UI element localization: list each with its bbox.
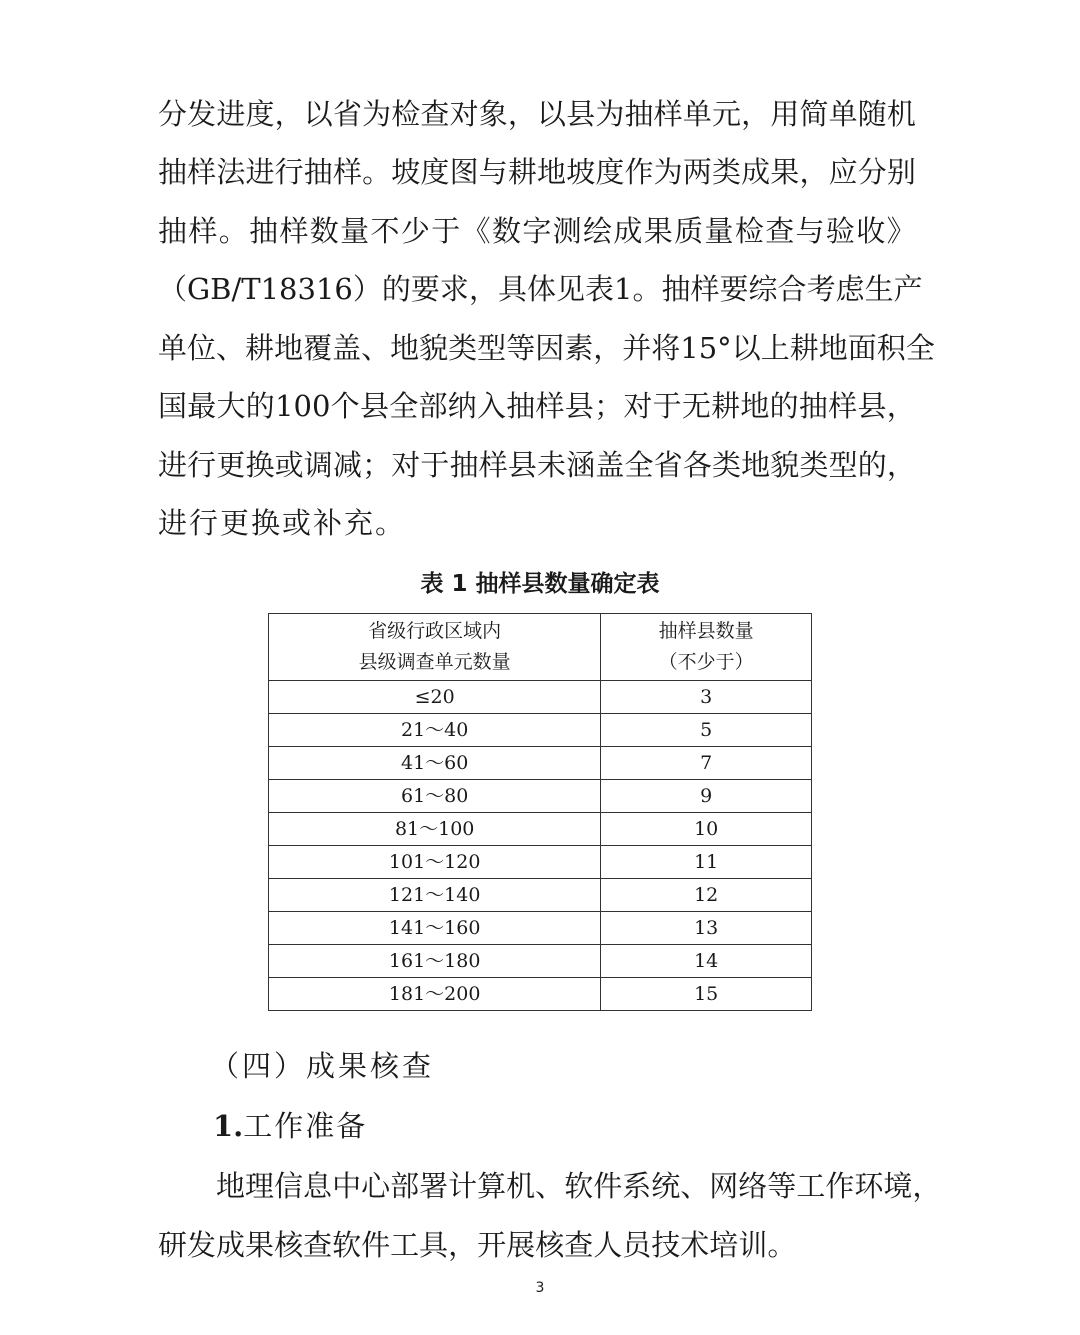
paragraph-line: （ GB/T 18316 ） 的 要 求 ， 具 体 见 表 1 。 抽 样 要 综 合 考 虑 生 产 <box>158 272 923 306</box>
table-header-row <box>269 614 812 681</box>
count-cell: 13 <box>601 912 812 945</box>
paragraph-line: 抽 样 。 抽 样 数 量 不 少 于 《 数 字 测 绘 成 果 质 量 检 查 与 验 收 》 <box>158 214 916 248</box>
paragraph-line: 抽 样 法 进 行 抽 样 。 坡 度 图 与 耕 地 坡 度 作 为 两 类 成 果 ， 应 分 别 <box>158 155 916 189</box>
count-cell: 11 <box>601 846 812 879</box>
range-cell: 161～180 <box>269 945 601 978</box>
count-cell: 7 <box>601 747 812 780</box>
table-row <box>269 945 812 978</box>
header-county-units <box>269 614 601 681</box>
paragraph-line: 地 理 信 息 中 心 部 署 计 算 机 、 软 件 系 统 、 网 络 等 工 作 环 境 ， <box>216 1169 942 1203</box>
header-col1-line1: 省级行政区域内 <box>368 620 502 642</box>
range-cell: 61～80 <box>269 780 601 813</box>
page-number: 3 <box>535 1280 545 1296</box>
range-cell: 81～100 <box>269 813 601 846</box>
range-cell: 181～200 <box>269 978 601 1011</box>
sub-heading-text: 工作准备 <box>243 1109 368 1143</box>
count-cell: 5 <box>601 714 812 747</box>
sub-heading <box>213 1106 367 1146</box>
header-col1-line2: 县级调查单元数量 <box>358 651 511 673</box>
paragraph-line: 分 发 进 度 ， 以 省 为 检 查 对 象 ， 以 县 为 抽 样 单 元 ， 用 简 单 随 机 <box>158 97 916 131</box>
table-row <box>269 780 812 813</box>
paragraph-line: 单 位 、 耕 地 覆 盖 、 地 貌 类 型 等 因 素 ， 并 将 15° 以 上 耕 地 面 积 全 <box>158 331 935 365</box>
table-row <box>269 879 812 912</box>
table-row <box>269 681 812 714</box>
table-row <box>269 846 812 879</box>
paragraph-line: 进 行 更 换 或 调 减 ； 对 于 抽 样 县 未 涵 盖 全 省 各 类 地 貌 类 型 的 ， <box>158 448 916 482</box>
range-cell: 101～120 <box>269 846 601 879</box>
count-cell: 9 <box>601 780 812 813</box>
count-cell: 14 <box>601 945 812 978</box>
table-row <box>269 912 812 945</box>
paragraph-line: 国 最 大 的 100 个 县 全 部 纳 入 抽 样 县 ； 对 于 无 耕 地 的 抽 样 县 ， <box>158 389 916 423</box>
table-row <box>269 978 812 1011</box>
range-cell: 141～160 <box>269 912 601 945</box>
count-cell: 15 <box>601 978 812 1011</box>
table-row <box>269 714 812 747</box>
count-cell: 10 <box>601 813 812 846</box>
table-row <box>269 813 812 846</box>
range-cell: ≤20 <box>269 681 601 714</box>
range-cell: 21～40 <box>269 714 601 747</box>
section-heading: （四）成果核查 <box>210 1049 435 1083</box>
table-title: 表 1 抽样县数量确定表 <box>420 571 660 597</box>
sampling-table <box>268 613 812 1011</box>
header-col2-line2: （不少于） <box>658 651 754 673</box>
table-row <box>269 747 812 780</box>
range-cell: 121～140 <box>269 879 601 912</box>
sub-heading-number: 1. <box>213 1109 244 1143</box>
paragraph-line: 进行更换或补充。 <box>158 506 407 540</box>
header-col2-line1: 抽样县数量 <box>658 620 754 642</box>
range-cell: 41～60 <box>269 747 601 780</box>
count-cell: 12 <box>601 879 812 912</box>
count-cell: 3 <box>601 681 812 714</box>
header-sample-count <box>601 614 812 681</box>
paragraph-line: 研 发 成 果 核 查 软 件 工 具 ， 开 展 核 查 人 员 技 术 培 训 。 <box>158 1228 797 1262</box>
